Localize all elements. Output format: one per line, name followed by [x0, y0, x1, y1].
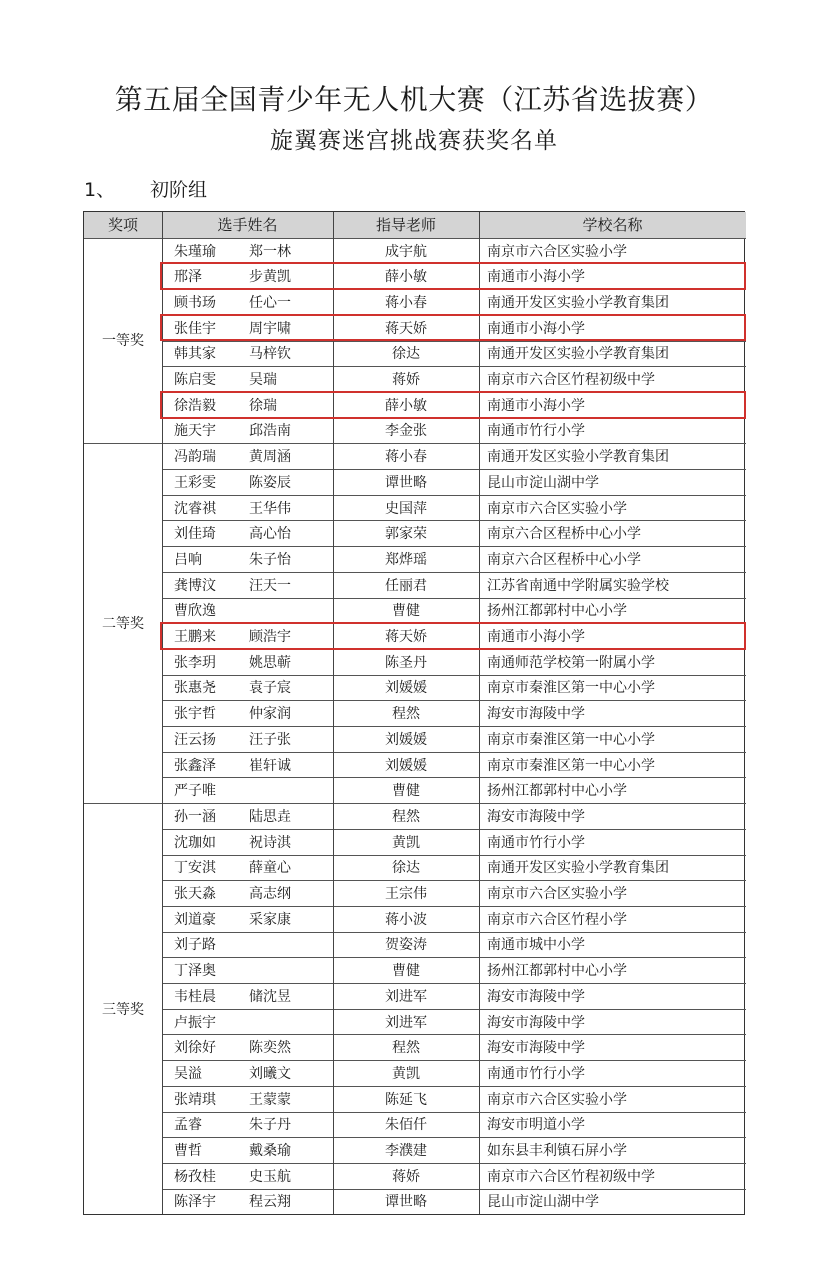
- player-names-cell: [162, 675, 333, 701]
- teacher-cell: 曹健: [392, 783, 420, 800]
- player-name: 顾书玚: [174, 294, 216, 311]
- school-name: 南京六合区程桥中心小学: [487, 526, 641, 543]
- school-name: 海安市海陵中学: [487, 1040, 585, 1057]
- teacher-cell: 刘进军: [385, 988, 427, 1005]
- player-name: 刘徐好: [174, 1040, 216, 1057]
- player-name: 王华伟: [249, 500, 291, 517]
- player-name: 汪天一: [249, 577, 291, 594]
- school-name: 江苏省南通中学附属实验学校: [487, 577, 669, 594]
- player-name: 丁泽奥: [174, 963, 216, 980]
- header-teacher: 指导老师: [375, 216, 436, 235]
- player-name: 龚博汶: [174, 577, 216, 594]
- teacher-cell: 薛小敏: [385, 269, 427, 286]
- teacher-cell: 刘媛媛: [385, 680, 427, 697]
- player-name: 储沈昱: [249, 988, 291, 1005]
- table-row: [84, 1163, 746, 1189]
- table-row: [84, 880, 746, 906]
- player-names-cell: [162, 1137, 333, 1163]
- player-name: 朱子丹: [249, 1117, 291, 1134]
- table-row: [84, 726, 746, 752]
- teacher-cell: 程然: [392, 808, 420, 825]
- document-title: 第五届全国青少年无人机大赛（江苏省选拔赛）: [114, 83, 714, 116]
- school-name: 南京市六合区实验小学: [487, 500, 627, 517]
- table-row: [84, 1189, 746, 1215]
- table-row: [84, 443, 746, 469]
- player-name: 汪云扬: [174, 731, 216, 748]
- school-cell: [479, 983, 746, 1009]
- teacher-cell: 刘媛媛: [385, 731, 427, 748]
- player-names-cell: [162, 341, 333, 367]
- teacher-cell: 郑烨瑶: [385, 551, 427, 568]
- table-row: [84, 546, 746, 572]
- school-cell: [479, 649, 746, 675]
- school-name: 南通市城中小学: [487, 937, 585, 954]
- school-cell: [479, 675, 746, 701]
- table-row: [84, 598, 746, 624]
- teacher-cell: 郭家荣: [385, 526, 427, 543]
- player-name: 曹哲: [174, 1143, 202, 1160]
- school-cell: [479, 238, 746, 264]
- player-name: 邢泽: [174, 269, 202, 286]
- table-row: [84, 1060, 746, 1086]
- school-name: 南京市秦淮区第一中心小学: [487, 680, 655, 697]
- school-name: 南京市秦淮区第一中心小学: [487, 731, 655, 748]
- school-cell: [479, 1060, 746, 1086]
- player-name: 邱浩南: [249, 423, 291, 440]
- table-row: [84, 418, 746, 444]
- player-name: 陈泽宇: [174, 1194, 216, 1211]
- award-label: 三等奖: [102, 1001, 144, 1018]
- player-name: 陈奕然: [249, 1040, 291, 1057]
- player-names-cell: [162, 546, 333, 572]
- player-names-cell: [162, 1009, 333, 1035]
- school-name: 扬州江都郭村中心小学: [487, 963, 627, 980]
- school-name: 南京市六合区实验小学: [487, 243, 627, 260]
- school-name: 南通市小海小学: [487, 397, 585, 414]
- player-name: 沈睿祺: [174, 500, 216, 517]
- school-cell: [479, 1112, 746, 1138]
- player-names-cell: [162, 598, 333, 624]
- highlight-box: [160, 391, 746, 419]
- header-school: 学校名称: [582, 216, 643, 235]
- player-name: 吴溢: [174, 1065, 202, 1082]
- teacher-cell: 蒋小春: [385, 449, 427, 466]
- player-name: 程云翔: [249, 1194, 291, 1211]
- school-name: 海安市海陵中学: [487, 1014, 585, 1031]
- player-names-cell: [162, 1034, 333, 1060]
- column-divider: [333, 212, 334, 1214]
- highlight-box: [160, 622, 746, 650]
- player-names-cell: [162, 983, 333, 1009]
- player-name: 张佳宇: [174, 320, 216, 337]
- school-cell: [479, 341, 746, 367]
- school-name: 南京市六合区竹程小学: [487, 911, 627, 928]
- teacher-cell: 刘进军: [385, 1014, 427, 1031]
- teacher-cell: 李濮建: [385, 1143, 427, 1160]
- school-name: 昆山市淀山湖中学: [487, 1194, 599, 1211]
- player-name: 高志纲: [249, 886, 291, 903]
- table-row: [84, 341, 746, 367]
- player-name: 杨孜桂: [174, 1168, 216, 1185]
- school-name: 南京市六合区竹程初级中学: [487, 372, 655, 389]
- school-cell: [479, 1163, 746, 1189]
- table-row: [84, 1086, 746, 1112]
- school-name: 南通市竹行小学: [487, 834, 585, 851]
- school-cell: [479, 957, 746, 983]
- table-row: [84, 1112, 746, 1138]
- player-name: 崔轩诚: [249, 757, 291, 774]
- player-names-cell: [162, 726, 333, 752]
- player-name: 陈姿辰: [249, 474, 291, 491]
- teacher-cell: 曹健: [392, 963, 420, 980]
- table-row: [84, 675, 746, 701]
- player-name: 张靖琪: [174, 1091, 216, 1108]
- player-name: 王蒙蒙: [249, 1091, 291, 1108]
- player-names-cell: [162, 1189, 333, 1215]
- teacher-cell: 陈延飞: [385, 1091, 427, 1108]
- table-row: [84, 803, 746, 829]
- teacher-cell: 黄凯: [392, 834, 420, 851]
- table-row: [84, 520, 746, 546]
- player-name: 高心怡: [249, 526, 291, 543]
- player-name: 张天淼: [174, 886, 216, 903]
- player-name: 马梓钦: [249, 346, 291, 363]
- teacher-cell: 蒋小春: [385, 294, 427, 311]
- table-row: [84, 469, 746, 495]
- player-names-cell: [162, 803, 333, 829]
- school-cell: [479, 803, 746, 829]
- table-row: [84, 829, 746, 855]
- player-names-cell: [162, 418, 333, 444]
- player-names-cell: [162, 829, 333, 855]
- school-name: 南通市竹行小学: [487, 1065, 585, 1082]
- player-names-cell: [162, 572, 333, 598]
- player-name: 祝诗淇: [249, 834, 291, 851]
- teacher-cell: 蒋娇: [392, 1168, 420, 1185]
- school-name: 南通开发区实验小学教育集团: [487, 860, 669, 877]
- school-cell: [479, 752, 746, 778]
- player-name: 仲家润: [249, 706, 291, 723]
- player-name: 朱子怡: [249, 551, 291, 568]
- school-cell: [479, 520, 746, 546]
- player-name: 吴瑞: [249, 372, 277, 389]
- school-cell: [479, 1137, 746, 1163]
- player-names-cell: [162, 289, 333, 315]
- player-name: 朱瑾瑜: [174, 243, 216, 260]
- player-name: 吕响: [174, 551, 202, 568]
- section-name: 初阶组: [150, 179, 208, 201]
- school-name: 南通开发区实验小学教育集团: [487, 346, 669, 363]
- player-names-cell: [162, 366, 333, 392]
- school-cell: [479, 855, 746, 881]
- school-name: 南通市小海小学: [487, 320, 585, 337]
- school-cell: [479, 366, 746, 392]
- player-name: 步黄凯: [249, 269, 291, 286]
- school-cell: [479, 932, 746, 958]
- school-cell: [479, 1034, 746, 1060]
- school-cell: [479, 829, 746, 855]
- player-name: 王彩雯: [174, 474, 216, 491]
- school-name: 南京市秦淮区第一中心小学: [487, 757, 655, 774]
- school-cell: [479, 1189, 746, 1215]
- player-name: 徐浩毅: [174, 397, 216, 414]
- player-names-cell: [162, 932, 333, 958]
- school-name: 南通市小海小学: [487, 629, 585, 646]
- table-row: [84, 572, 746, 598]
- school-name: 海安市海陵中学: [487, 808, 585, 825]
- player-name: 郑一林: [249, 243, 291, 260]
- school-cell: [479, 726, 746, 752]
- school-name: 南通市小海小学: [487, 269, 585, 286]
- player-names-cell: [162, 1112, 333, 1138]
- teacher-cell: 刘媛媛: [385, 757, 427, 774]
- table-row: [84, 366, 746, 392]
- player-name: 姚思蕲: [249, 654, 291, 671]
- player-names-cell: [162, 649, 333, 675]
- player-name: 戴桑瑜: [249, 1143, 291, 1160]
- player-names-cell: [162, 906, 333, 932]
- player-name: 张宇哲: [174, 706, 216, 723]
- teacher-cell: 蒋小波: [385, 911, 427, 928]
- school-cell: [479, 546, 746, 572]
- column-divider: [479, 212, 480, 1214]
- school-name: 昆山市淀山湖中学: [487, 474, 599, 491]
- table-row: [84, 1137, 746, 1163]
- player-name: 张惠尧: [174, 680, 216, 697]
- player-name: 顾浩宇: [249, 629, 291, 646]
- school-name: 如东县丰利镇石屏小学: [487, 1143, 627, 1160]
- player-names-cell: [162, 855, 333, 881]
- teacher-cell: 蒋天娇: [385, 629, 427, 646]
- table-row: [84, 932, 746, 958]
- player-name: 丁安淇: [174, 860, 216, 877]
- teacher-cell: 程然: [392, 706, 420, 723]
- document-subtitle: 旋翼赛迷宫挑战赛获奖名单: [270, 128, 558, 154]
- teacher-cell: 谭世略: [385, 1194, 427, 1211]
- player-names-cell: [162, 520, 333, 546]
- player-names-cell: [162, 1163, 333, 1189]
- player-name: 曹欣逸: [174, 603, 216, 620]
- table-row: [84, 700, 746, 726]
- teacher-cell: 徐达: [392, 346, 420, 363]
- player-names-cell: [162, 495, 333, 521]
- player-names-cell: [162, 777, 333, 803]
- player-names-cell: [162, 443, 333, 469]
- table-row: [84, 1034, 746, 1060]
- teacher-cell: 陈圣丹: [385, 654, 427, 671]
- school-cell: [479, 906, 746, 932]
- player-names-cell: [162, 880, 333, 906]
- highlight-box: [160, 262, 746, 290]
- player-names-cell: [162, 752, 333, 778]
- school-name: 海安市明道小学: [487, 1117, 585, 1134]
- player-names-cell: [162, 238, 333, 264]
- player-name: 韩其家: [174, 346, 216, 363]
- school-cell: [479, 418, 746, 444]
- table-row: [84, 289, 746, 315]
- section-heading: [84, 175, 207, 202]
- player-name: 沈珈如: [174, 834, 216, 851]
- teacher-cell: 黄凯: [392, 1065, 420, 1082]
- teacher-cell: 程然: [392, 1040, 420, 1057]
- player-name: 袁子宸: [249, 680, 291, 697]
- player-name: 刘佳琦: [174, 526, 216, 543]
- player-name: 刘曦文: [249, 1065, 291, 1082]
- school-cell: [479, 1086, 746, 1112]
- player-name: 周宇啸: [249, 320, 291, 337]
- school-cell: [479, 495, 746, 521]
- player-name: 韦桂晨: [174, 988, 216, 1005]
- table-row: [84, 855, 746, 881]
- table-row: [84, 649, 746, 675]
- school-name: 南通开发区实验小学教育集团: [487, 449, 669, 466]
- school-name: 海安市海陵中学: [487, 988, 585, 1005]
- school-cell: [479, 1009, 746, 1035]
- school-cell: [479, 777, 746, 803]
- awards-table: [83, 211, 745, 1215]
- table-row: [84, 495, 746, 521]
- player-name: 王鹏来: [174, 629, 216, 646]
- school-name: 南京六合区程桥中心小学: [487, 551, 641, 568]
- player-name: 陈启雯: [174, 372, 216, 389]
- table-row: [84, 238, 746, 264]
- player-name: 严子唯: [174, 783, 216, 800]
- teacher-cell: 王宗伟: [385, 886, 427, 903]
- table-row: [84, 906, 746, 932]
- player-name: 冯韵瑞: [174, 449, 216, 466]
- section-number: 1、: [84, 179, 116, 201]
- teacher-cell: 贺姿涛: [385, 937, 427, 954]
- player-names-cell: [162, 1060, 333, 1086]
- table-row: [84, 957, 746, 983]
- teacher-cell: 曹健: [392, 603, 420, 620]
- teacher-cell: 李金张: [385, 423, 427, 440]
- award-label: 一等奖: [102, 333, 144, 350]
- teacher-cell: 成宇航: [385, 243, 427, 260]
- player-names-cell: [162, 1086, 333, 1112]
- school-name: 南京市六合区实验小学: [487, 1091, 627, 1108]
- school-cell: [479, 572, 746, 598]
- player-name: 徐瑞: [249, 397, 277, 414]
- player-name: 孙一涵: [174, 808, 216, 825]
- player-name: 采家康: [249, 911, 291, 928]
- school-name: 南通市竹行小学: [487, 423, 585, 440]
- player-name: 张鑫泽: [174, 757, 216, 774]
- school-cell: [479, 443, 746, 469]
- school-name: 扬州江都郭村中心小学: [487, 783, 627, 800]
- player-name: 刘子路: [174, 937, 216, 954]
- header-award: 奖项: [107, 216, 138, 235]
- table-row: [84, 983, 746, 1009]
- player-name: 张李玥: [174, 654, 216, 671]
- header-divider: [84, 238, 746, 239]
- player-name: 黄周涵: [249, 449, 291, 466]
- school-name: 扬州江都郭村中心小学: [487, 603, 627, 620]
- teacher-cell: 蒋天娇: [385, 320, 427, 337]
- player-names-cell: [162, 700, 333, 726]
- school-name: 南通师范学校第一附属小学: [487, 654, 655, 671]
- player-name: 任心一: [249, 294, 291, 311]
- header-player-names: 选手姓名: [217, 216, 278, 235]
- school-cell: [479, 880, 746, 906]
- school-name: 海安市海陵中学: [487, 706, 585, 723]
- player-name: 陆思垚: [249, 808, 291, 825]
- highlight-box: [160, 314, 746, 342]
- teacher-cell: 任丽君: [385, 577, 427, 594]
- school-name: 南京市六合区竹程初级中学: [487, 1168, 655, 1185]
- teacher-cell: 朱佰仟: [385, 1117, 427, 1134]
- school-name: 南京市六合区实验小学: [487, 886, 627, 903]
- player-name: 史玉航: [249, 1168, 291, 1185]
- player-name: 孟睿: [174, 1117, 202, 1134]
- table-row: [84, 1009, 746, 1035]
- teacher-cell: 谭世略: [385, 474, 427, 491]
- school-cell: [479, 469, 746, 495]
- player-name: 汪子张: [249, 731, 291, 748]
- award-label: 二等奖: [102, 616, 144, 633]
- player-name: 施天宇: [174, 423, 216, 440]
- player-name: 卢振宇: [174, 1014, 216, 1031]
- teacher-cell: 蒋娇: [392, 372, 420, 389]
- teacher-cell: 薛小敏: [385, 397, 427, 414]
- player-name: 刘道豪: [174, 911, 216, 928]
- school-cell: [479, 289, 746, 315]
- table-row: [84, 752, 746, 778]
- teacher-cell: 徐达: [392, 860, 420, 877]
- teacher-cell: 史国萍: [385, 500, 427, 517]
- school-cell: [479, 598, 746, 624]
- column-divider: [162, 212, 163, 1214]
- player-names-cell: [162, 957, 333, 983]
- player-name: 薛童心: [249, 860, 291, 877]
- school-name: 南通开发区实验小学教育集团: [487, 294, 669, 311]
- school-cell: [479, 700, 746, 726]
- table-header-row: [84, 212, 746, 238]
- table-row: [84, 777, 746, 803]
- player-names-cell: [162, 469, 333, 495]
